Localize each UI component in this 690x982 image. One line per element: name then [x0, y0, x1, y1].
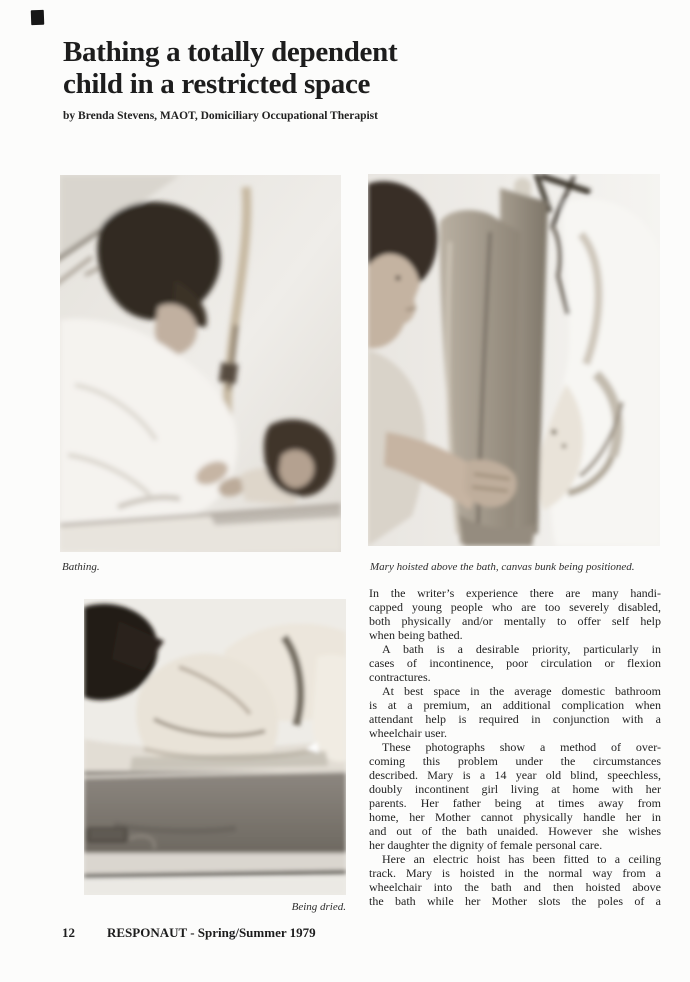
body-line: described. Mary is a 14 year old blind, speechless, — [369, 768, 661, 782]
body-line: A bath is a desirable priority, particularly in — [382, 642, 661, 656]
body-line: the bath while her Mother slots the poles of a — [369, 894, 661, 908]
caption-drying: Being dried. — [291, 901, 346, 913]
body-line: and out of the bath unaided. However she wishes — [369, 824, 661, 838]
body-line: doubly incontinent girl living at home with her — [369, 782, 661, 796]
title-line-2: child in a restricted space — [63, 68, 371, 100]
journal-title: RESPONAUT - Spring/Summer 1979 — [107, 925, 316, 940]
article-body — [369, 586, 661, 908]
body-line: cases of incontinence, poor circulation or flexion — [369, 656, 661, 670]
body-line: wheelchair into the bath and then hoisted above — [369, 880, 661, 894]
body-line: both physically and/or mentally to offer self help — [369, 614, 661, 628]
body-line: These photographs show a method of over- — [382, 740, 661, 754]
body-line: coming this problem under the circumstances — [369, 754, 661, 768]
body-line: In the writer’s experience there are many handi- — [369, 586, 661, 600]
photo-drying-image — [84, 599, 346, 895]
article-title — [63, 36, 397, 100]
caption-hoist: Mary hoisted above the bath, canvas bunk being positioned. — [370, 561, 635, 573]
page-footer — [0, 925, 690, 943]
page-number: 12 — [62, 925, 75, 940]
photo-hoist-image — [368, 174, 660, 546]
body-line: Here an electric hoist has been fitted to a ceiling — [382, 852, 661, 866]
body-line: her daughter the dignity of female personal care. — [369, 838, 603, 852]
article-byline: by Brenda Stevens, MAOT, Domiciliary Occupational Therapist — [63, 110, 378, 122]
body-line: track. Mary is hoisted in the normal way from a — [369, 866, 661, 880]
body-line: attendant help is required in conjunction with a — [369, 712, 661, 726]
caption-bathing: Bathing. — [62, 561, 100, 573]
print-artifact-mark — [31, 10, 45, 25]
body-line: contractures. — [369, 670, 431, 684]
body-line: wheelchair user. — [369, 726, 447, 740]
title-line-1: Bathing a totally dependent — [63, 36, 398, 68]
body-line: when being bathed. — [369, 628, 463, 642]
body-line: capped young people who are too severely disabled, — [369, 600, 661, 614]
body-line: is at a premium, an additional complication when — [369, 698, 661, 712]
body-line: At best space in the average domestic bathroom — [382, 684, 661, 698]
photo-bathing-image — [60, 175, 341, 552]
body-line: parents. Her father being at times away from — [369, 796, 661, 810]
body-line: home, her Mother cannot physically handle her in — [369, 810, 661, 824]
